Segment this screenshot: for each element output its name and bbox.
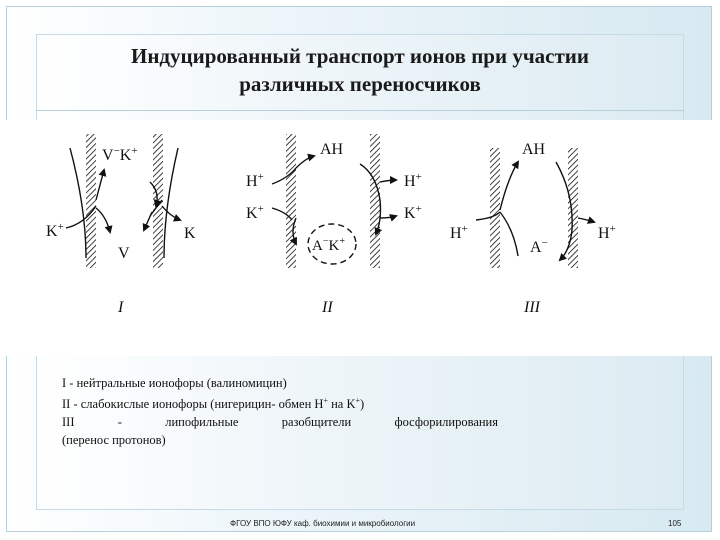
arrow-h-release bbox=[380, 180, 396, 182]
page-number: 105 bbox=[668, 519, 682, 528]
panel-three-top-label: AH bbox=[522, 141, 546, 158]
panel-three-numeral: III bbox=[524, 299, 540, 316]
arrow-k-release bbox=[380, 216, 396, 218]
panel-three bbox=[450, 141, 616, 316]
figure-legend bbox=[62, 374, 498, 449]
ion-transport-figure bbox=[0, 120, 720, 356]
ion-transport-diagram bbox=[0, 120, 720, 356]
membrane-wall-left bbox=[490, 148, 500, 268]
carrier-path-right bbox=[164, 148, 178, 258]
arrow-carrier-return bbox=[96, 208, 110, 232]
panel-one bbox=[46, 134, 196, 316]
footer-credit: ФГОУ ВПО ЮФУ каф. биохимии и микробиологии bbox=[230, 519, 416, 528]
carrier-path-left bbox=[70, 148, 86, 258]
panel-two-left-upper-ion: H+ bbox=[246, 171, 264, 190]
panel-three-anion-label: A− bbox=[530, 237, 548, 256]
arrow-h-release bbox=[578, 218, 594, 222]
legend-line-4: (перенос протонов) bbox=[62, 433, 166, 448]
slide-title bbox=[60, 42, 660, 98]
panel-two-right-upper-ion: H+ bbox=[404, 171, 422, 190]
title-divider bbox=[36, 110, 684, 111]
arrow-complex-entry bbox=[96, 170, 104, 200]
panel-two-left-lower-ion: K+ bbox=[246, 203, 264, 222]
legend-line-1: I - нейтральные ионофоры (валиномицин) bbox=[62, 376, 287, 390]
panel-two-top-label: AH bbox=[320, 141, 344, 158]
legend-line-3: III - липофильные разобщители фосфорилирования bbox=[62, 415, 498, 430]
slide-footer bbox=[0, 518, 720, 532]
panel-one-left-ion: K+ bbox=[46, 221, 64, 240]
panel-one-numeral: I bbox=[118, 299, 124, 316]
panel-one-right-ion: K bbox=[184, 225, 196, 242]
legend-line-2: II - слабокислые ионофоры (нигерицин- обмен H+ на K+) bbox=[62, 396, 365, 412]
panel-two-complex-label: A−K+ bbox=[312, 236, 345, 254]
panel-three-left-ion: H+ bbox=[450, 223, 468, 242]
panel-one-carrier-label: V bbox=[118, 245, 130, 262]
panel-three-right-ion: H+ bbox=[598, 223, 616, 242]
arrow-ah-left bbox=[500, 162, 518, 210]
membrane-wall-right bbox=[370, 134, 380, 268]
panel-two bbox=[246, 134, 422, 316]
arrow-k-release bbox=[162, 206, 180, 220]
membrane-wall-left bbox=[286, 134, 296, 268]
panel-two-right-lower-ion: K+ bbox=[404, 203, 422, 222]
arrow-anion-return bbox=[500, 212, 518, 256]
panel-one-complex-label: V−K+ bbox=[102, 145, 138, 164]
membrane-wall-left bbox=[86, 134, 96, 268]
title-line-1: Индуцированный транспорт ионов при участии bbox=[130, 44, 589, 68]
membrane-wall-right bbox=[568, 148, 578, 268]
arrow-ah-left bbox=[296, 156, 314, 168]
title-line-2: различных переносчиков bbox=[239, 72, 481, 96]
arrow-carrier-back bbox=[144, 212, 152, 230]
panel-two-numeral: II bbox=[322, 299, 333, 316]
